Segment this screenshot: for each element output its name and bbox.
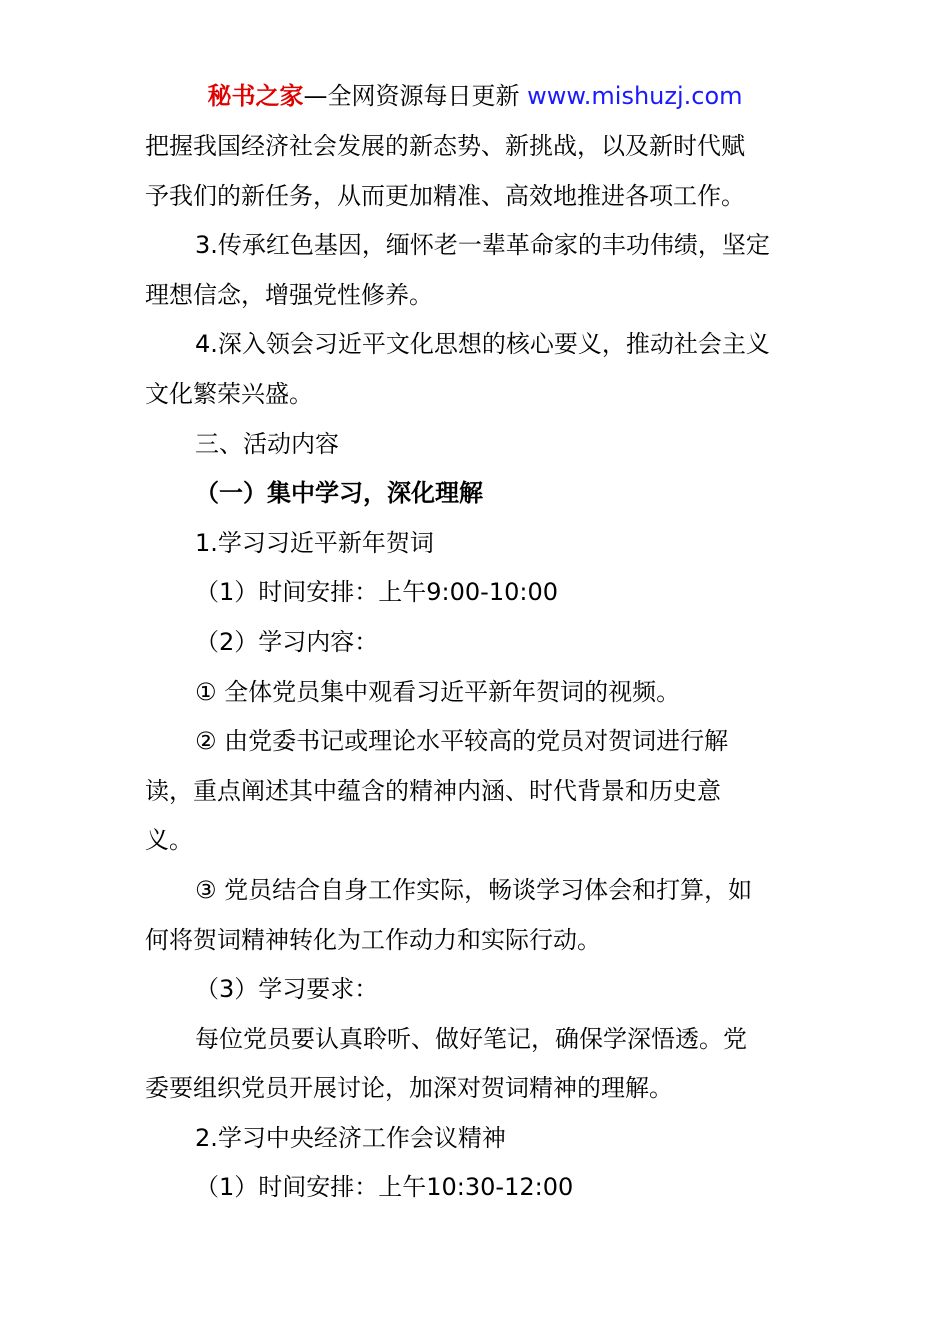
site-url-link[interactable]: www.mishuzj.com bbox=[527, 82, 743, 110]
text-line: 把握我国经济社会发展的新态势、新挑战，以及新时代赋 bbox=[145, 132, 745, 160]
site-brand: 秘书之家 bbox=[207, 82, 304, 110]
text-line: （2）学习内容： bbox=[195, 627, 379, 656]
text-line: 理想信念，增强党性修养。 bbox=[145, 280, 433, 309]
text-line: 何将贺词精神转化为工作动力和实际行动。 bbox=[145, 925, 601, 954]
text-line: 义。 bbox=[145, 826, 193, 855]
text-line: 4.深入领会习近平文化思想的核心要义，推动社会主义 bbox=[195, 330, 770, 359]
text-line: 予我们的新任务，从而更加精准、高效地推进各项工作。 bbox=[145, 181, 745, 210]
text-line: 读，重点阐述其中蕴含的精神内涵、时代背景和历史意 bbox=[145, 776, 721, 805]
text-line: （3）学习要求： bbox=[195, 975, 379, 1004]
text-line: （1）时间安排：上午10:30-12:00 bbox=[195, 1173, 574, 1202]
site-tagline: —全网资源每日更新 bbox=[303, 82, 528, 110]
item-heading: 2.学习中央经济工作会议精神 bbox=[195, 1123, 506, 1152]
item-heading: 1.学习习近平新年贺词 bbox=[195, 528, 434, 557]
text-line: ③ 党员结合自身工作实际，畅谈学习体会和打算，如 bbox=[195, 875, 753, 904]
text-line: ② 由党委书记或理论水平较高的党员对贺词进行解 bbox=[195, 727, 729, 756]
document-body bbox=[145, 126, 811, 1217]
text-line: 每位党员要认真聆听、做好笔记，确保学深悟透。党 bbox=[195, 1024, 747, 1053]
text-line: 文化繁荣兴盛。 bbox=[145, 379, 313, 408]
text-line: （1）时间安排：上午9:00-10:00 bbox=[195, 578, 558, 607]
page-header bbox=[0, 80, 950, 112]
subsection-heading: （一）集中学习，深化理解 bbox=[195, 479, 483, 508]
section-heading: 三、活动内容 bbox=[195, 429, 339, 458]
text-line: 3.传承红色基因，缅怀老一辈革命家的丰功伟绩，坚定 bbox=[195, 231, 770, 260]
text-line: 委要组织党员开展讨论，加深对贺词精神的理解。 bbox=[145, 1074, 673, 1103]
text-line: ① 全体党员集中观看习近平新年贺词的视频。 bbox=[195, 677, 681, 706]
